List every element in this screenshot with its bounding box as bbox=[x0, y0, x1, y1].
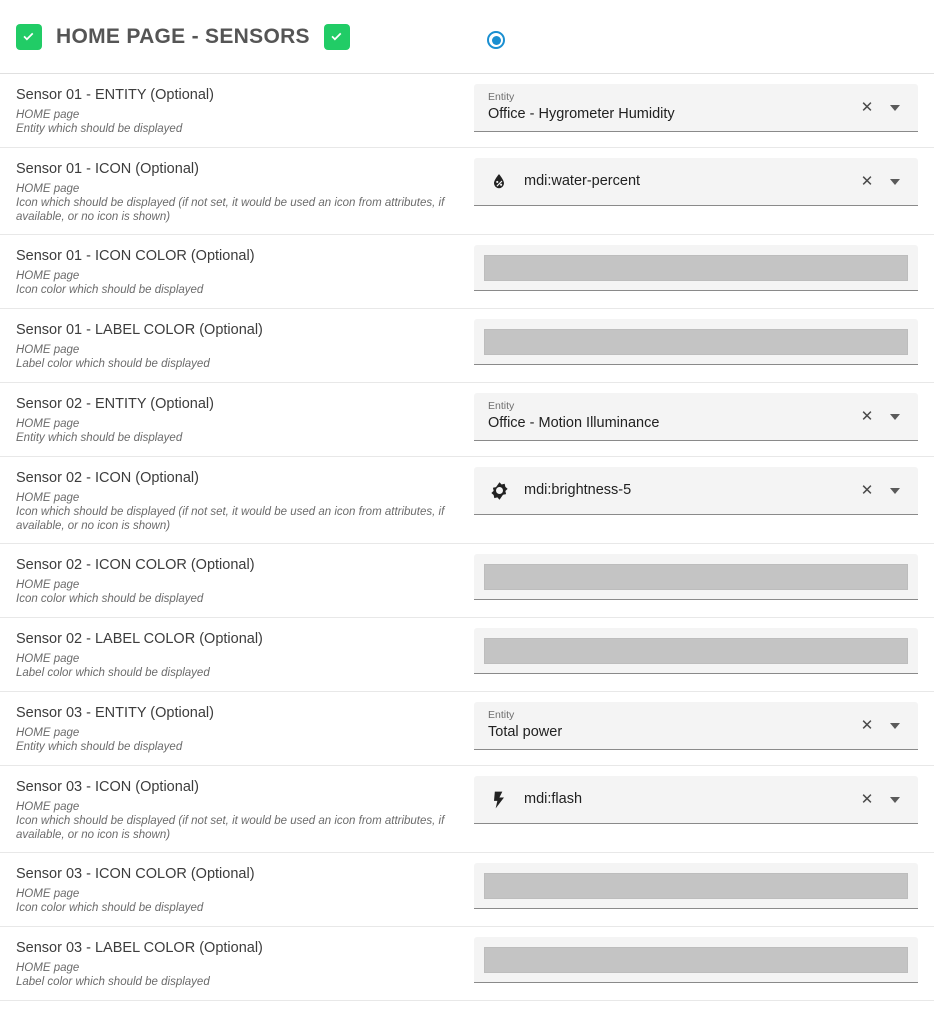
caret-shape bbox=[890, 797, 900, 803]
row-help-text: Entity which should be displayed bbox=[16, 741, 183, 753]
caret-shape bbox=[890, 179, 900, 185]
header-radio-button[interactable] bbox=[478, 22, 514, 58]
table-row bbox=[0, 309, 934, 383]
table-row bbox=[0, 766, 934, 853]
header-checkbox-right[interactable] bbox=[324, 24, 350, 50]
icon-value-row bbox=[488, 789, 854, 811]
table-row bbox=[0, 148, 934, 235]
row-help-text: Label color which should be displayed bbox=[16, 976, 210, 988]
row-control bbox=[474, 309, 934, 375]
table-row bbox=[0, 383, 934, 457]
icon-select-field[interactable] bbox=[474, 776, 918, 824]
row-help-text: Icon which should be displayed (if not set, it would be used an icon from attributes, if available, or no icon is shown) bbox=[16, 815, 445, 841]
clear-icon[interactable]: ✕ bbox=[854, 404, 880, 430]
table-row bbox=[0, 74, 934, 148]
icon-value[interactable]: mdi:brightness-5 bbox=[524, 482, 632, 498]
row-label: Sensor 01 - ENTITY (Optional) bbox=[16, 87, 214, 103]
field-actions bbox=[854, 169, 914, 195]
row-label: Sensor 02 - ENTITY (Optional) bbox=[16, 396, 214, 412]
row-description bbox=[0, 544, 474, 616]
icon-value[interactable]: mdi:water-percent bbox=[524, 173, 641, 189]
row-scope-text: HOME page bbox=[16, 653, 80, 665]
icon-select-field[interactable] bbox=[474, 158, 918, 206]
row-label: Sensor 01 - ICON COLOR (Optional) bbox=[16, 248, 255, 264]
row-label: Sensor 03 - ICON COLOR (Optional) bbox=[16, 866, 255, 882]
color-picker-field[interactable] bbox=[474, 319, 918, 365]
chevron-down-icon[interactable] bbox=[882, 713, 908, 739]
clear-icon[interactable]: ✕ bbox=[854, 713, 880, 739]
row-label: Sensor 02 - ICON COLOR (Optional) bbox=[16, 557, 255, 573]
row-control bbox=[474, 544, 934, 610]
table-row bbox=[0, 544, 934, 618]
row-control bbox=[474, 235, 934, 301]
clear-icon[interactable]: ✕ bbox=[854, 95, 880, 121]
row-label: Sensor 01 - LABEL COLOR (Optional) bbox=[16, 322, 263, 338]
radio-outer-ring bbox=[487, 31, 505, 49]
row-help-text: Icon color which should be displayed bbox=[16, 593, 204, 605]
color-swatch[interactable] bbox=[484, 255, 908, 281]
row-scope-text: HOME page bbox=[16, 270, 80, 282]
settings-rows bbox=[0, 74, 934, 1001]
field-text-stack bbox=[488, 709, 854, 742]
row-description bbox=[0, 457, 474, 543]
clear-icon[interactable]: ✕ bbox=[854, 169, 880, 195]
row-description bbox=[0, 853, 474, 925]
row-control bbox=[474, 74, 934, 142]
row-scope-text: HOME page bbox=[16, 888, 80, 900]
row-scope-text: HOME page bbox=[16, 109, 80, 121]
row-help-text: Icon which should be displayed (if not set, it would be used an icon from attributes, if available, or no icon is shown) bbox=[16, 197, 445, 223]
page-title: HOME PAGE - SENSORS bbox=[56, 24, 310, 48]
row-scope-text: HOME page bbox=[16, 579, 80, 591]
row-description bbox=[0, 927, 474, 999]
row-description bbox=[0, 309, 474, 381]
row-control bbox=[474, 927, 934, 993]
row-label: Sensor 03 - ICON (Optional) bbox=[16, 779, 199, 795]
color-picker-field[interactable] bbox=[474, 937, 918, 983]
row-control bbox=[474, 457, 934, 525]
row-label: Sensor 02 - LABEL COLOR (Optional) bbox=[16, 631, 263, 647]
entity-value[interactable]: Office - Hygrometer Humidity bbox=[488, 106, 675, 122]
icon-value[interactable]: mdi:flash bbox=[524, 791, 583, 807]
table-row bbox=[0, 235, 934, 309]
row-help-text: Entity which should be displayed bbox=[16, 123, 183, 135]
color-swatch[interactable] bbox=[484, 638, 908, 664]
entity-value[interactable]: Total power bbox=[488, 724, 563, 740]
color-swatch[interactable] bbox=[484, 947, 908, 973]
color-swatch[interactable] bbox=[484, 329, 908, 355]
color-picker-field[interactable] bbox=[474, 554, 918, 600]
row-description bbox=[0, 692, 474, 764]
caret-shape bbox=[890, 723, 900, 729]
clear-icon[interactable]: ✕ bbox=[854, 787, 880, 813]
table-row bbox=[0, 692, 934, 766]
color-swatch[interactable] bbox=[484, 564, 908, 590]
icon-select-field[interactable] bbox=[474, 467, 918, 515]
row-scope-text: HOME page bbox=[16, 344, 80, 356]
chevron-down-icon[interactable] bbox=[882, 787, 908, 813]
entity-select-field[interactable] bbox=[474, 84, 918, 132]
row-description bbox=[0, 235, 474, 307]
row-scope-text: HOME page bbox=[16, 183, 80, 195]
field-actions bbox=[854, 95, 914, 121]
row-control bbox=[474, 383, 934, 451]
color-picker-field[interactable] bbox=[474, 245, 918, 291]
row-help-text: Label color which should be displayed bbox=[16, 358, 210, 370]
icon-value-row bbox=[488, 480, 854, 502]
color-swatch[interactable] bbox=[484, 873, 908, 899]
field-float-label: Entity bbox=[488, 709, 515, 721]
row-label: Sensor 02 - ICON (Optional) bbox=[16, 470, 199, 486]
field-actions bbox=[854, 478, 914, 504]
row-description bbox=[0, 383, 474, 455]
row-label: Sensor 03 - ENTITY (Optional) bbox=[16, 705, 214, 721]
radio-inner-dot bbox=[492, 36, 501, 45]
row-scope-text: HOME page bbox=[16, 418, 80, 430]
icon-value-row bbox=[488, 171, 854, 193]
field-actions bbox=[854, 713, 914, 739]
field-text-stack bbox=[488, 400, 854, 433]
row-help-text: Icon which should be displayed (if not set, it would be used an icon from attributes, if available, or no icon is shown) bbox=[16, 506, 445, 532]
row-control bbox=[474, 618, 934, 684]
caret-shape bbox=[890, 488, 900, 494]
row-scope-text: HOME page bbox=[16, 492, 80, 504]
row-description bbox=[0, 148, 474, 234]
caret-shape bbox=[890, 105, 900, 111]
field-text-stack bbox=[488, 91, 854, 124]
row-scope-text: HOME page bbox=[16, 962, 80, 974]
field-actions bbox=[854, 404, 914, 430]
row-scope-text: HOME page bbox=[16, 801, 80, 813]
row-scope-text: HOME page bbox=[16, 727, 80, 739]
table-row bbox=[0, 457, 934, 544]
chevron-down-icon[interactable] bbox=[882, 478, 908, 504]
header-checkbox-left[interactable] bbox=[16, 24, 42, 50]
water-percent-icon bbox=[488, 171, 510, 193]
entity-select-field[interactable] bbox=[474, 702, 918, 750]
entity-value[interactable]: Office - Motion Illuminance bbox=[488, 415, 660, 431]
flash-icon bbox=[488, 789, 510, 811]
row-control bbox=[474, 692, 934, 760]
row-help-text: Label color which should be displayed bbox=[16, 667, 210, 679]
table-row bbox=[0, 618, 934, 692]
brightness-5-icon bbox=[488, 480, 510, 502]
row-control bbox=[474, 766, 934, 834]
table-row bbox=[0, 853, 934, 927]
row-description bbox=[0, 74, 474, 146]
entity-select-field[interactable] bbox=[474, 393, 918, 441]
caret-shape bbox=[890, 414, 900, 420]
clear-icon[interactable]: ✕ bbox=[854, 478, 880, 504]
field-float-label: Entity bbox=[488, 400, 515, 412]
color-picker-field[interactable] bbox=[474, 863, 918, 909]
row-control bbox=[474, 853, 934, 919]
row-label: Sensor 03 - LABEL COLOR (Optional) bbox=[16, 940, 263, 956]
table-row bbox=[0, 927, 934, 1001]
row-description bbox=[0, 618, 474, 690]
chevron-down-icon[interactable] bbox=[882, 95, 908, 121]
chevron-down-icon[interactable] bbox=[882, 169, 908, 195]
row-help-text: Entity which should be displayed bbox=[16, 432, 183, 444]
row-label: Sensor 01 - ICON (Optional) bbox=[16, 161, 199, 177]
color-picker-field[interactable] bbox=[474, 628, 918, 674]
row-control bbox=[474, 148, 934, 216]
row-help-text: Icon color which should be displayed bbox=[16, 902, 204, 914]
field-float-label: Entity bbox=[488, 91, 515, 103]
row-description bbox=[0, 766, 474, 852]
field-actions bbox=[854, 787, 914, 813]
chevron-down-icon[interactable] bbox=[882, 404, 908, 430]
row-help-text: Icon color which should be displayed bbox=[16, 284, 204, 296]
page-header bbox=[0, 0, 934, 74]
